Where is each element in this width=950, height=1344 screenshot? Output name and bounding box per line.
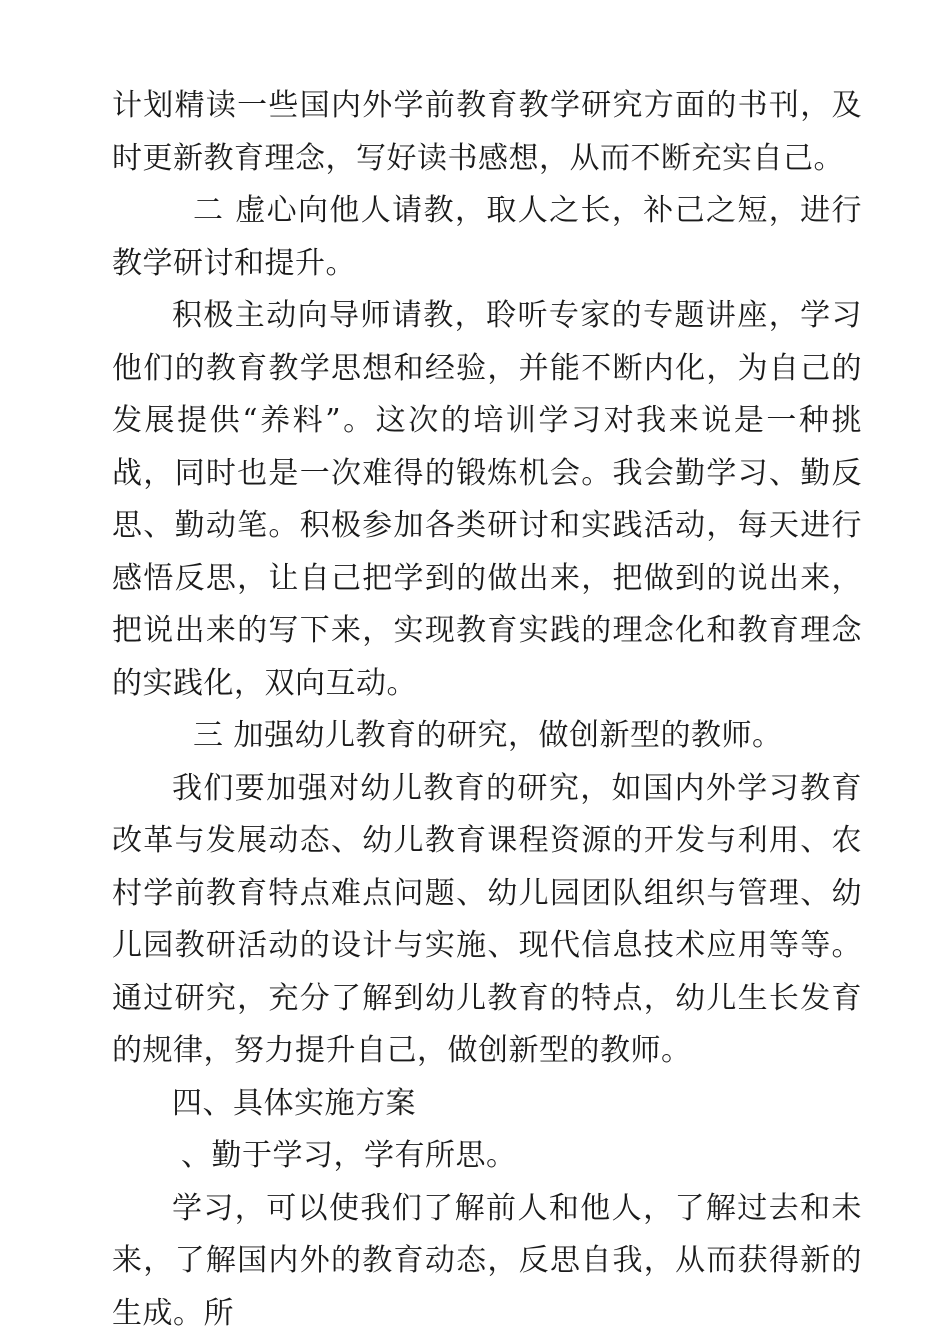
subheading-diligent-study: 、勤于学习，学有所思。 [181, 1138, 517, 1173]
paragraph-study: 学习，可以使我们了解前人和他人，了解过去和未来，了解国内外的教育动态，反思自我，从而获得新的生成。所 [112, 1190, 862, 1331]
heading-section-two: 二 虚心向他人请教，取人之长，补己之短，进行教学研讨和提升。 [112, 193, 862, 281]
document-body [112, 80, 862, 1340]
heading-section-four: 四、具体实施方案 [172, 1085, 416, 1121]
paragraph-research: 我们要加强对幼儿教育的研究，如国内外学习教育改革与发展动态、幼儿教育课程资源的开发与利用、农村学前教育特点难点问题、幼儿园团队组织与管理、幼儿园教研活动的设计与实施、现代信息技术应用等等。通过研究，充分了解到幼儿教育的特点，幼儿生长发育的规律，努力提升自己，做创新型的教师。 [112, 770, 862, 1068]
paragraph-learn-from-others: 积极主动向导师请教，聆听专家的专题讲座，学习他们的教育教学思想和经验，并能不断内化，为自己的发展提供“养料”。这次的培训学习对我来说是一种挑战，同时也是一次难得的锻炼机会。我会勤学习、勤反思、勤动笔。积极参加各类研讨和实践活动，每天进行感悟反思，让自己把学到的做出来，把做到的说出来，把说出来的写下来，实现教育实践的理念化和教育理念的实践化，双向互动。 [112, 298, 862, 701]
paragraph-reading-plan: 计划精读一些国内外学前教育教学研究方面的书刊，及时更新教育理念，写好读书感想，从而不断充实自己。 [112, 88, 862, 176]
heading-section-three: 三 加强幼儿教育的研究，做创新型的教师。 [193, 718, 783, 753]
